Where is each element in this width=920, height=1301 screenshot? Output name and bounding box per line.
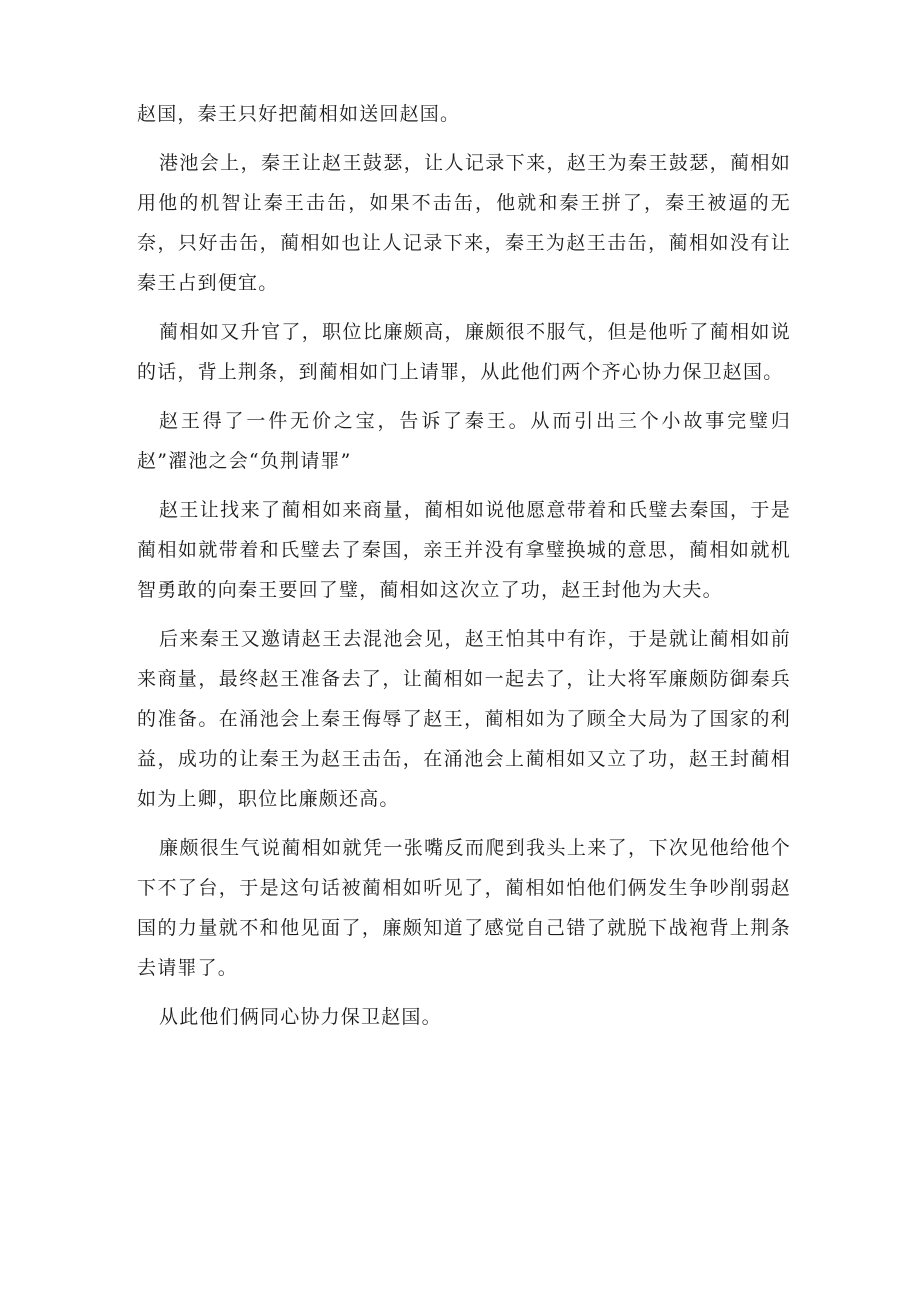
paragraph-3: 蔺相如又升官了，职位比廉颇高，廉颇很不服气，但是他听了蔺相如说的话，背上荆条，到蔺相如门上请罪，从此他们两个齐心协力保卫赵国。: [137, 321, 791, 383]
paragraph-1: 赵国，秦王只好把蔺相如送回赵国。: [137, 103, 461, 125]
paragraph-4: 赵王得了一件无价之宝，告诉了秦王。从而引出三个小故事完璧归赵”濯池之会“负荆请罪”: [137, 410, 791, 472]
paragraph-6: 后来秦王又邀请赵王去混池会见，赵王怕其中有诈，于是就让蔺相如前来商量，最终赵王准备去了，让蔺相如一起去了，让大将军廉颇防御秦兵的准备。在涌池会上秦王侮辱了赵王，蔺相如为了顾全大局为了国家的利益，成功的让秦王为赵王击缶，在涌池会上蔺相如又立了功，赵王封蔺相如为上卿，职位比廉颇还高。: [137, 628, 791, 810]
document-body: [137, 94, 791, 1046]
paragraph-7: 廉颇很生气说蔺相如就凭一张嘴反而爬到我头上来了，下次见他给他个下不了台，于是这句话被蔺相如听见了，蔺相如怕他们俩发生争吵削弱赵国的力量就不和他见面了，廉颇知道了感觉自己错了就脱下战袍背上荆条去请罪了。: [137, 837, 791, 979]
paragraph-8: 从此他们俩同心协力保卫赵国。: [159, 1006, 442, 1028]
paragraph-2: 港池会上，秦王让赵王鼓瑟，让人记录下来，赵王为秦王鼓瑟，蔺相如用他的机智让秦王击缶，如果不击缶，他就和秦王拼了，秦王被逼的无奈，只好击缶，蔺相如也让人记录下来，秦王为赵王击缶，蔺相如没有让秦王占到便宜。: [137, 152, 791, 294]
paragraph-5: 赵王让找来了蔺相如来商量，蔺相如说他愿意带着和氏璧去秦国，于是蔺相如就带着和氏璧去了秦国，亲王并没有拿璧换城的意思，蔺相如就机智勇敢的向秦王要回了璧，蔺相如这次立了功，赵王封他为大夫。: [137, 499, 791, 601]
